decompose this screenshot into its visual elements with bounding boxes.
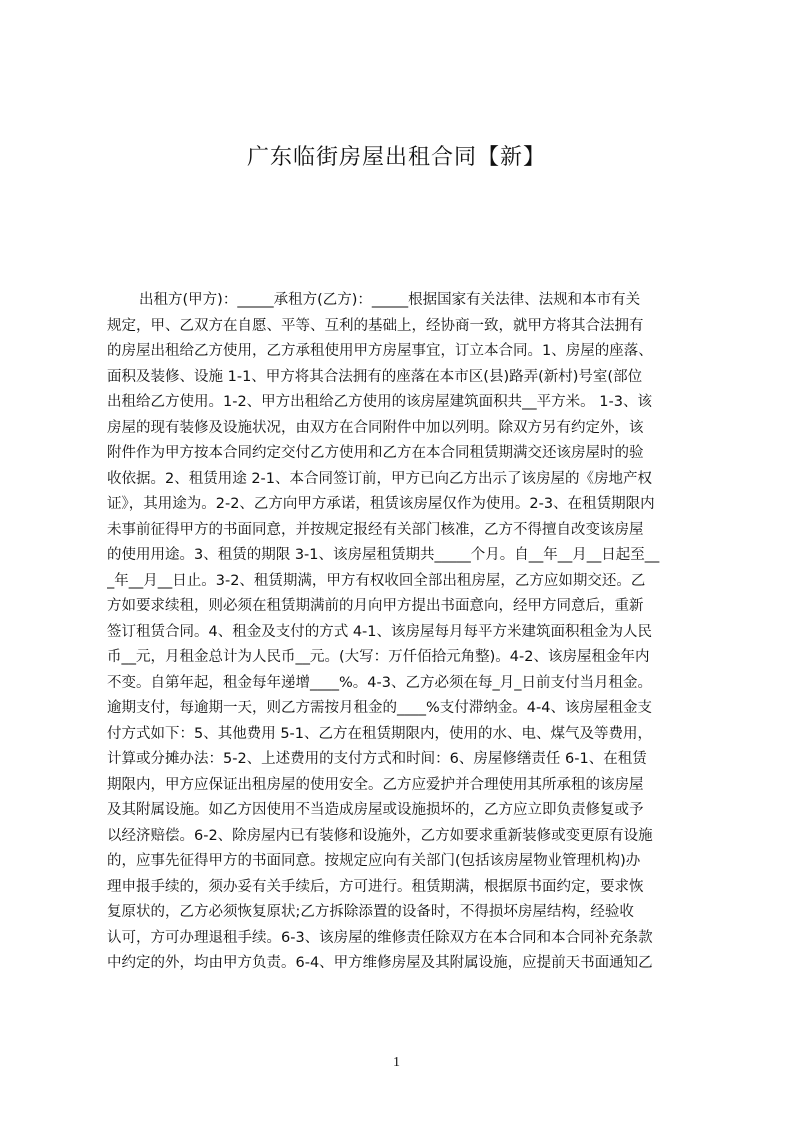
text-line: 付方式如下：5、其他费用 5-1、乙方在租赁期限内，使用的水、电、煤气及等费用， xyxy=(107,725,653,742)
text-line: 方如要求续租，则必须在租赁期满前的月向甲方提出书面意向，经甲方同意后，重新 xyxy=(107,598,644,614)
text-line: 证》，其用途为。2-2、乙方向甲方承诺，租赁该房屋仅作为使用。2-3、在租赁期限内 xyxy=(107,496,655,512)
text-line: 的使用用途。3、租赁的期限 3-1、该房屋租赁期共_____个月。自__年__月__日起至__ xyxy=(107,547,660,563)
text-line: 规定，甲、乙双方在自愿、平等、互利的基础上，经协商一致，就甲方将其合法拥有 xyxy=(107,317,644,334)
text-line: 出租给乙方使用。1-2、甲方出租给乙方使用的该房屋建筑面积共__平方米。 1-3、该 xyxy=(107,394,652,410)
text-line: 逾期支付，每逾期一天，则乙方需按月租金的____%支付滞纳金。4-4、该房屋租金支 xyxy=(107,700,652,716)
text-line: 认可，方可办理退租手续。6-3、该房屋的维修责任除双方在本合同和本合同补充条款 xyxy=(107,929,653,946)
text-line: 期限内，甲方应保证出租房屋的使用安全。乙方应爱护并合理使用其所承租的该房屋 xyxy=(107,776,644,793)
text-line: 附件作为甲方按本合同约定交付乙方使用和乙方在本合同租赁期满交还该房屋时的验 xyxy=(107,445,644,461)
text-line: 收依据。2、租赁用途 2-1、本合同签订前，甲方已向乙方出示了该房屋的《房地产权 xyxy=(107,470,653,487)
text-line: _年__月__日止。3-2、租赁期满，甲方有权收回全部出租房屋，乙方应如期交还。乙 xyxy=(107,572,646,589)
text-line: 未事前征得甲方的书面同意，并按规定报经有关部门核准，乙方不得擅自改变该房屋 xyxy=(107,521,644,538)
text-line: 房屋的现有装修及设施状况，由双方在合同附件中加以列明。除双方另有约定外，该 xyxy=(107,419,644,436)
text-line: 理申报手续的，须办妥有关手续后，方可进行。租赁期满，根据原书面约定，要求恢 xyxy=(107,878,644,895)
document-title: 广东临街房屋出租合同【新】 xyxy=(246,145,546,170)
text-line: 复原状的，乙方必须恢复原状;乙方拆除添置的设备时，不得损坏房屋结构，经验收 xyxy=(107,904,634,920)
text-line: 中约定的外，均由甲方负责。6-4、甲方维修房屋及其附属设施，应提前天书面通知乙 xyxy=(107,955,653,971)
text-line: 以经济赔偿。6-2、除房屋内已有装修和设施外，乙方如要求重新装修或变更原有设施 xyxy=(107,827,653,844)
page-number: 1 xyxy=(393,1055,400,1070)
text-line: 出租方(甲方)：_____承租方(乙方)：_____根据国家有关法律、法规和本市有关 xyxy=(139,292,641,308)
text-line: 签订租赁合同。4、租金及支付的方式 4-1、该房屋每月每平方米建筑面积租金为人民 xyxy=(107,623,653,640)
text-line: 面积及装修、设施 1-1、甲方将其合法拥有的座落在本市区(县)路弄(新村)号室(部位 xyxy=(107,368,643,385)
text-line: 的房屋出租给乙方使用，乙方承租使用甲方房屋事宜，订立本合同。1、房屋的座落、 xyxy=(107,343,653,359)
text-line: 的，应事先征得甲方的书面同意。按规定应向有关部门(包括该房屋物业管理机构)办 xyxy=(107,853,641,869)
contract-body xyxy=(107,288,700,1048)
text-line: 及其附属设施。如乙方因使用不当造成房屋或设施损坏的，乙方应立即负责修复或予 xyxy=(107,802,644,818)
text-line: 币__元，月租金总计为人民币__元。(大写：万仟佰拾元角整)。4-2、该房屋租金年内 xyxy=(107,649,650,665)
text-line: 计算或分摊办法：5-2、上述费用的支付方式和时间：6、房屋修缮责任 6-1、在租赁 xyxy=(107,751,647,767)
text-line: 不变。自第年起，租金每年递增____%。4-3、乙方必须在每_月_日前支付当月租金。 xyxy=(107,674,652,691)
